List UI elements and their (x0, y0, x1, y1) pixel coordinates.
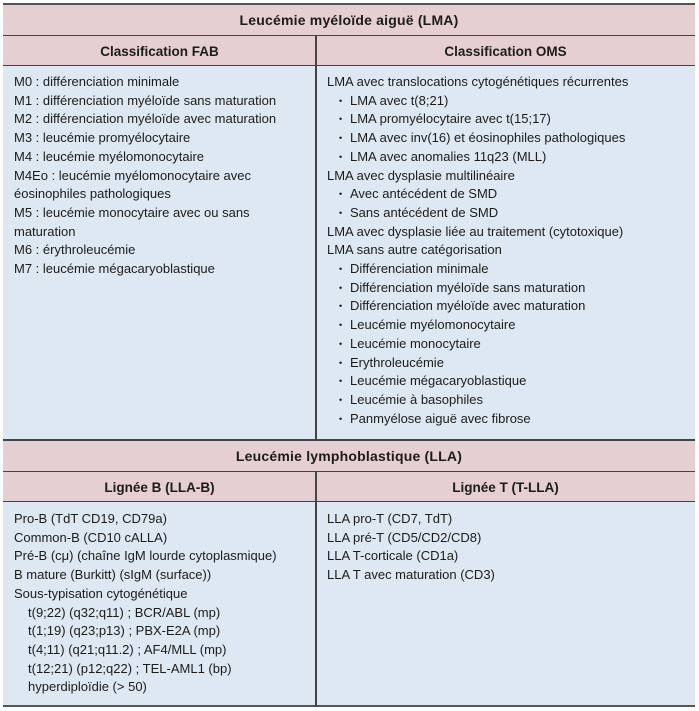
list-item (327, 297, 693, 316)
bullet-icon: • (339, 114, 343, 125)
bullet-icon: • (339, 133, 343, 144)
bullet-icon: • (339, 376, 343, 387)
list-item-text: Sous-typisation cytogénétique (14, 585, 188, 601)
lma-title: Leucémie myéloïde aiguë (LMA) (3, 5, 695, 35)
list-item-text: t(9;22) (q32;q11) ; BCR/ABL (mp) (28, 604, 221, 620)
bullet-icon: • (339, 357, 343, 368)
list-item (327, 129, 693, 148)
list-item-text: Différenciation myéloïde sans maturation (350, 279, 586, 295)
list-item-text: M1 : différenciation myéloïde sans maturation (14, 92, 277, 108)
list-item (14, 641, 312, 660)
list-item (327, 241, 693, 260)
list-item (327, 260, 693, 279)
bullet-icon: • (339, 394, 343, 405)
list-item-text: LLA T avec maturation (CD3) (327, 567, 495, 583)
list-item-text: LMA avec translocations cytogénétiques récurrentes (327, 74, 629, 89)
list-item (14, 260, 312, 279)
list-item-text: Common-B (CD10 cALLA) (14, 529, 168, 545)
list-item-text: M6 : érythroleucémie (14, 242, 136, 258)
lma-column-divider (315, 36, 317, 439)
list-item-text: t(1;19) (q23;p13) ; PBX-E2A (mp) (28, 623, 221, 639)
oms-header: Classification OMS (444, 43, 567, 59)
list-item (327, 372, 693, 391)
list-item (327, 316, 693, 335)
list-item (327, 279, 693, 298)
list-item (14, 92, 312, 111)
list-item-text: LMA avec dysplasie liée au traitement (cytotoxique) (327, 223, 624, 239)
lla-b-header: Lignée B (LLA-B) (104, 479, 215, 495)
bullet-icon: • (339, 264, 343, 275)
list-item (327, 148, 693, 167)
leukemia-classification-table (3, 3, 695, 707)
list-item (327, 391, 693, 410)
fab-header: Classification FAB (100, 43, 219, 59)
lla-t-list (327, 510, 693, 585)
list-item (14, 566, 312, 585)
lla-header-divider (3, 501, 695, 502)
list-item (327, 73, 693, 92)
list-item-text: M7 : leucémie mégacaryoblastique (14, 261, 215, 277)
list-item-text: LMA avec dysplasie multilinéaire (327, 167, 515, 183)
list-item-text: Leucémie monocytaire (350, 335, 481, 351)
bullet-icon: • (339, 320, 343, 331)
list-item (327, 223, 693, 242)
list-item (327, 185, 693, 204)
oms-list (327, 73, 693, 428)
list-item (14, 678, 312, 697)
fab-list (14, 73, 312, 279)
list-item-text: M2 : différenciation myéloïde avec maturation (14, 111, 277, 127)
list-item-text: M5 : leucémie monocytaire avec ou sans (14, 204, 250, 220)
list-item (327, 510, 693, 529)
bullet-icon: • (339, 189, 343, 200)
list-item-text: Leucémie à basophiles (350, 391, 483, 407)
list-item-text: Pré-B (cμ) (chaîne IgM lourde cytoplasmique) (14, 548, 277, 564)
list-item-text: LMA avec inv(16) et éosinophiles pathologiques (350, 130, 626, 146)
list-item-text: LLA pro-T (CD7, TdT) (327, 511, 453, 526)
lla-title: Leucémie lymphoblastique (LLA) (3, 441, 695, 471)
list-item-text: Avec antécédent de SMD (350, 186, 498, 202)
list-item-text: M4 : leucémie myélomonocytaire (14, 148, 205, 164)
list-item (327, 92, 693, 111)
list-item (327, 547, 693, 566)
list-item-text: LMA promyélocytaire avec t(15;17) (350, 111, 551, 127)
list-item (327, 335, 693, 354)
list-item (14, 223, 312, 242)
lma-header-divider (3, 65, 695, 66)
list-item-text: M4Eo : leucémie myélomonocytaire avec (14, 167, 251, 183)
list-item (327, 410, 693, 429)
lma-header-row (3, 35, 695, 66)
list-item-text: Sans antécédent de SMD (350, 204, 499, 220)
list-item-text: t(12;21) (p12;q22) ; TEL-AML1 (bp) (28, 660, 232, 676)
bullet-icon: • (339, 413, 343, 424)
list-item-text: Leucémie mégacaryoblastique (350, 373, 527, 389)
list-item (14, 129, 312, 148)
list-item-text: M0 : différenciation minimale (14, 74, 180, 89)
lla-t-header: Lignée T (T-LLA) (452, 479, 559, 495)
list-item-text: Leucémie myélomonocytaire (350, 317, 516, 333)
list-item (14, 241, 312, 260)
list-item (14, 547, 312, 566)
list-item (327, 354, 693, 373)
list-item-text: B mature (Burkitt) (sIgM (surface)) (14, 567, 212, 583)
list-item-text: LLA pré-T (CD5/CD2/CD8) (327, 529, 482, 545)
list-item-text: M3 : leucémie promyélocytaire (14, 130, 191, 146)
list-item (14, 660, 312, 679)
list-item (14, 110, 312, 129)
list-item-text: maturation (14, 223, 76, 239)
list-item (327, 167, 693, 186)
list-item-text: LMA avec anomalies 11q23 (MLL) (350, 148, 547, 164)
list-item-text: hyperdiploïdie (> 50) (28, 679, 147, 695)
list-item (14, 529, 312, 548)
list-item (14, 167, 312, 186)
lla-header-row (3, 471, 695, 502)
list-item (14, 604, 312, 623)
list-item (14, 73, 312, 92)
lla-column-divider (315, 472, 317, 707)
list-item-text: t(4;11) (q21;q11.2) ; AF4/MLL (mp) (28, 641, 227, 657)
bullet-icon: • (339, 301, 343, 312)
bullet-icon: • (339, 95, 343, 106)
list-item (14, 185, 312, 204)
list-item (14, 510, 312, 529)
bullet-icon: • (339, 207, 343, 218)
list-item (327, 566, 693, 585)
bullet-icon: • (339, 151, 343, 162)
list-item (14, 585, 312, 604)
list-item-text: éosinophiles pathologiques (14, 186, 171, 202)
list-item-text: Panmyélose aiguë avec fibrose (350, 410, 531, 426)
list-item-text: Différenciation myéloïde avec maturation (350, 298, 586, 314)
list-item-text: Erythroleucémie (350, 354, 444, 370)
list-item (14, 622, 312, 641)
list-item-text: LLA T-corticale (CD1a) (327, 548, 459, 564)
list-item (327, 529, 693, 548)
list-item (14, 148, 312, 167)
list-item (327, 110, 693, 129)
list-item-text: LMA avec t(8;21) (350, 92, 449, 108)
list-item-text: LMA sans autre catégorisation (327, 242, 502, 258)
list-item (14, 204, 312, 223)
bullet-icon: • (339, 338, 343, 349)
lla-b-list (14, 510, 312, 697)
bullet-icon: • (339, 282, 343, 293)
list-item-text: Différenciation minimale (350, 261, 489, 277)
list-item-text: Pro-B (TdT CD19, CD79a) (14, 511, 167, 526)
list-item (327, 204, 693, 223)
